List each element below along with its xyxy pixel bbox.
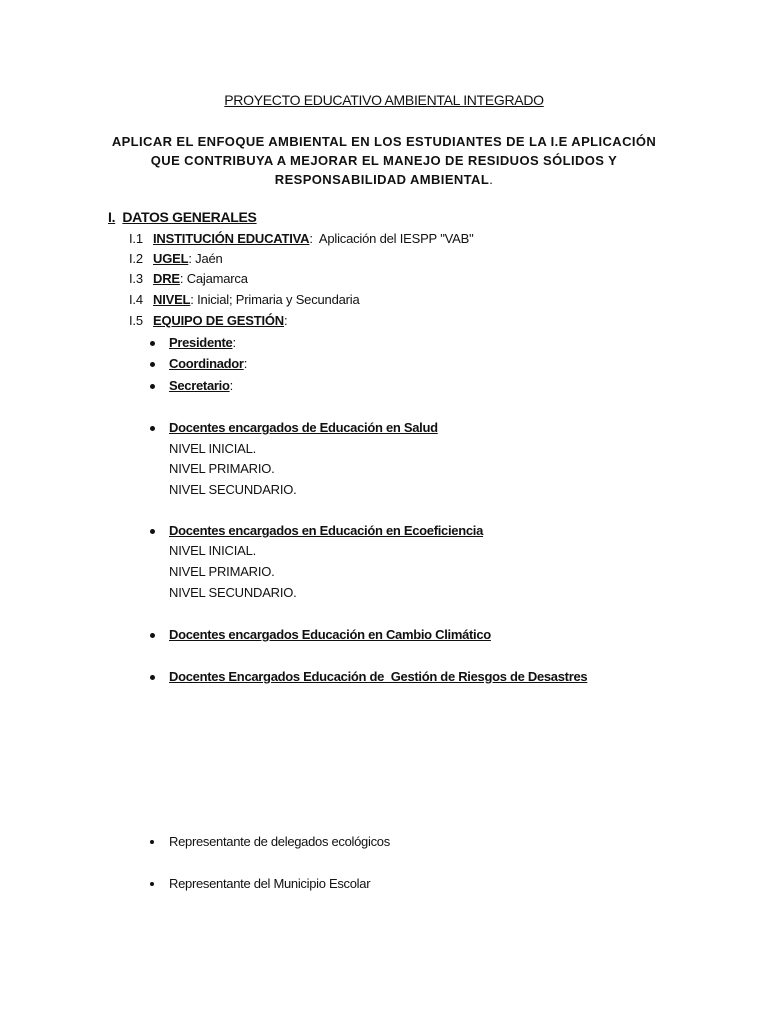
bullet-icon: [150, 529, 155, 534]
list-item-representante-municipio: [169, 876, 370, 891]
list-item-secretario: [169, 378, 233, 393]
level-item: NIVEL SECUNDARIO.: [169, 482, 297, 497]
list-item-docentes-gestion-riesgos: [169, 669, 587, 684]
level-item: NIVEL PRIMARIO.: [169, 564, 275, 579]
row-key: EQUIPO DE GESTIÓN: [153, 313, 284, 328]
bullet-icon: [150, 384, 155, 389]
bullet-label: Docentes encargados en Educación en Ecoeficiencia: [169, 523, 484, 538]
row-number: I.3: [129, 271, 143, 286]
subtitle-line-3-period: .: [489, 172, 494, 187]
level-item: NIVEL INICIAL.: [169, 543, 257, 558]
bullet-sep: :: [229, 378, 233, 393]
row-key: UGEL: [153, 251, 189, 266]
document-subtitle: [90, 132, 678, 189]
bullet-icon: [150, 341, 155, 346]
bullet-label: Docentes encargados Educación en Cambio Climático: [169, 627, 491, 642]
level-item: NIVEL INICIAL.: [169, 441, 257, 456]
bullet-label: Coordinador: [169, 356, 244, 371]
subtitle-line-1: APLICAR EL ENFOQUE AMBIENTAL EN LOS ESTUDIANTES DE LA I.E APLICACIÓN: [111, 134, 657, 149]
bullet-label: Docentes Encargados Educación de Gestión de Riesgos de Desastres: [169, 669, 588, 684]
bullet-label: Representante de delegados ecológicos: [169, 834, 390, 849]
row-sep: :: [309, 231, 313, 246]
bullet-icon: [150, 426, 155, 431]
row-key: NIVEL: [153, 292, 191, 307]
data-row-nivel: [129, 292, 359, 307]
bullet-icon: [150, 840, 154, 844]
bullet-icon: [150, 362, 155, 367]
section-number: I.: [108, 209, 116, 225]
section-title: DATOS GENERALES: [122, 209, 257, 225]
row-value: Cajamarca: [183, 271, 248, 286]
row-number: I.1: [129, 231, 143, 246]
row-sep: :: [283, 313, 288, 328]
list-item-docentes-salud: [169, 420, 438, 435]
row-number: I.5: [129, 313, 143, 328]
bullet-label: Docentes encargados de Educación en Salud: [169, 420, 438, 435]
data-row-equipo: [129, 313, 287, 328]
bullet-label: Representante del Municipio Escolar: [169, 876, 371, 891]
bullet-icon: [150, 882, 154, 886]
row-value: Inicial; Primaria y Secundaria: [193, 292, 360, 307]
row-key: INSTITUCIÓN EDUCATIVA: [153, 231, 310, 246]
level-item: NIVEL SECUNDARIO.: [169, 585, 297, 600]
level-item: NIVEL PRIMARIO.: [169, 461, 275, 476]
data-row-institucion: [129, 231, 473, 246]
row-number: I.4: [129, 292, 143, 307]
bullet-label: Presidente: [169, 335, 233, 350]
bullet-label: Secretario: [169, 378, 230, 393]
data-row-dre: [129, 271, 248, 286]
row-sep: :: [188, 251, 192, 266]
list-item-presidente: [169, 335, 236, 350]
document-title: PROYECTO EDUCATIVO AMBIENTAL INTEGRADO: [224, 92, 544, 108]
row-number: I.2: [129, 251, 143, 266]
row-value: Jaén: [191, 251, 223, 266]
list-item-coordinador: [169, 356, 247, 371]
row-key: DRE: [153, 271, 180, 286]
subtitle-line-3-text: RESPONSABILIDAD AMBIENTAL: [274, 172, 490, 187]
bullet-icon: [150, 675, 155, 680]
subtitle-line-3: [90, 170, 678, 189]
list-item-docentes-ecoeficiencia: [169, 523, 483, 538]
row-sep: :: [179, 271, 184, 286]
section-heading: [108, 209, 257, 225]
bullet-sep: :: [243, 356, 248, 371]
row-value: Aplicación del IESPP "VAB": [312, 231, 474, 246]
row-sep: :: [190, 292, 194, 307]
subtitle-line-2: QUE CONTRIBUYA A MEJORAR EL MANEJO DE RESIDUOS SÓLIDOS Y: [150, 153, 618, 168]
list-item-docentes-cambio-climatico: [169, 627, 491, 642]
data-row-ugel: [129, 251, 223, 266]
list-item-representante-delegados: [169, 834, 390, 849]
bullet-icon: [150, 633, 155, 638]
bullet-sep: :: [232, 335, 236, 350]
